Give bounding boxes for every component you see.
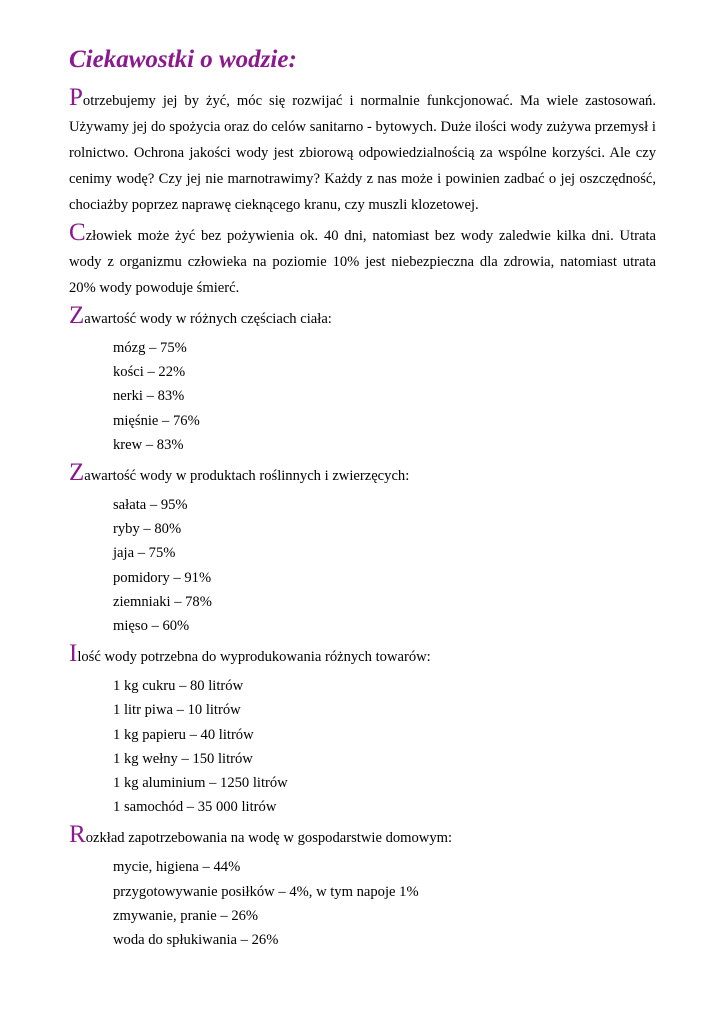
heading-text: awartość wody w produktach roślinnych i zwierzęcych: [84,468,410,485]
list-item: mięśnie – 76% [113,412,200,429]
list-item: 1 kg papieru – 40 litrów [113,726,254,743]
drop-cap: Z [69,302,85,329]
section-body-water [69,302,656,457]
intro-paragraph [69,84,656,218]
section-household-water [69,821,656,952]
list-item: kości – 22% [113,364,186,381]
drop-cap: I [69,640,78,668]
body-water-list [69,336,656,457]
drop-cap: C [69,219,86,246]
section-production-water [69,640,656,819]
section-heading [69,302,656,332]
section-heading [69,640,656,670]
heading-text: awartość wody w różnych częściach ciała: [84,311,332,327]
food-water-list [69,493,656,638]
heading-text: ozkład zapotrzebowania na wodę w gospodarstwie domowym: [85,830,453,847]
list-item: mózg – 75% [113,340,187,356]
list-item: nerki – 83% [113,388,185,405]
survival-paragraph [69,219,656,301]
list-item: mięso – 60% [113,618,190,635]
list-item: zmywanie, pranie – 26% [113,907,259,924]
list-item: ziemniaki – 78% [113,593,212,610]
list-item: jaja – 75% [113,545,176,562]
household-water-list [69,855,656,952]
heading-text: lość wody potrzebna do wyprodukowania różnych towarów: [77,649,431,666]
list-item: sałata – 95% [113,497,188,514]
list-item: pomidory – 91% [113,569,212,586]
list-item: mycie, higiena – 44% [113,859,241,876]
list-item: 1 kg cukru – 80 litrów [113,678,244,695]
list-item: woda do spłukiwania – 26% [113,932,279,949]
list-item: 1 kg aluminium – 1250 litrów [113,775,288,792]
list-item: 1 samochód – 35 000 litrów [113,799,277,816]
drop-cap: Z [69,459,85,487]
document-title: Ciekawostki o wodzie: [69,46,297,73]
list-item: krew – 83% [113,436,184,453]
list-item: 1 litr piwa – 10 litrów [113,702,241,719]
list-item: 1 kg wełny – 150 litrów [113,750,253,767]
document-page [69,44,656,958]
list-item: ryby – 80% [113,521,182,538]
section-food-water [69,459,656,638]
list-item: przygotowywanie posiłków – 4%, w tym napoje 1% [113,883,419,900]
drop-cap: P [69,84,83,111]
paragraph-text: otrzebujemy jej by żyć, móc się rozwijać i normalnie funkcjonować. Ma wiele zastosowań. Używamy jej do spożycia oraz do celów sanitarno - bytowych. Duże ilości wody zużywa przemysł i rolnictwo. Ochrona jakości wody jest zbiorową odpowiedzialnością za wspólne korzyści. Ale czy cenimy wodę? Czy jej nie marnotrawimy? Każdy z nas może i powinien zadbać o jej oszczędność, chociażby poprzez naprawę cieknącego kranu, czy muszli klozetowej. [69,93,656,213]
section-heading [69,459,656,489]
paragraph-text: złowiek może żyć bez pożywienia ok. 40 dni, natomiast bez wody zaledwie kilka dni. Utrata wody z organizmu człowieka na poziomie 10% jest niebezpieczna dla zdrowia, natomiast utrata 20% wody powoduje śmierć. [69,228,656,296]
section-heading [69,821,656,851]
production-water-list [69,674,656,819]
drop-cap: R [69,821,86,849]
